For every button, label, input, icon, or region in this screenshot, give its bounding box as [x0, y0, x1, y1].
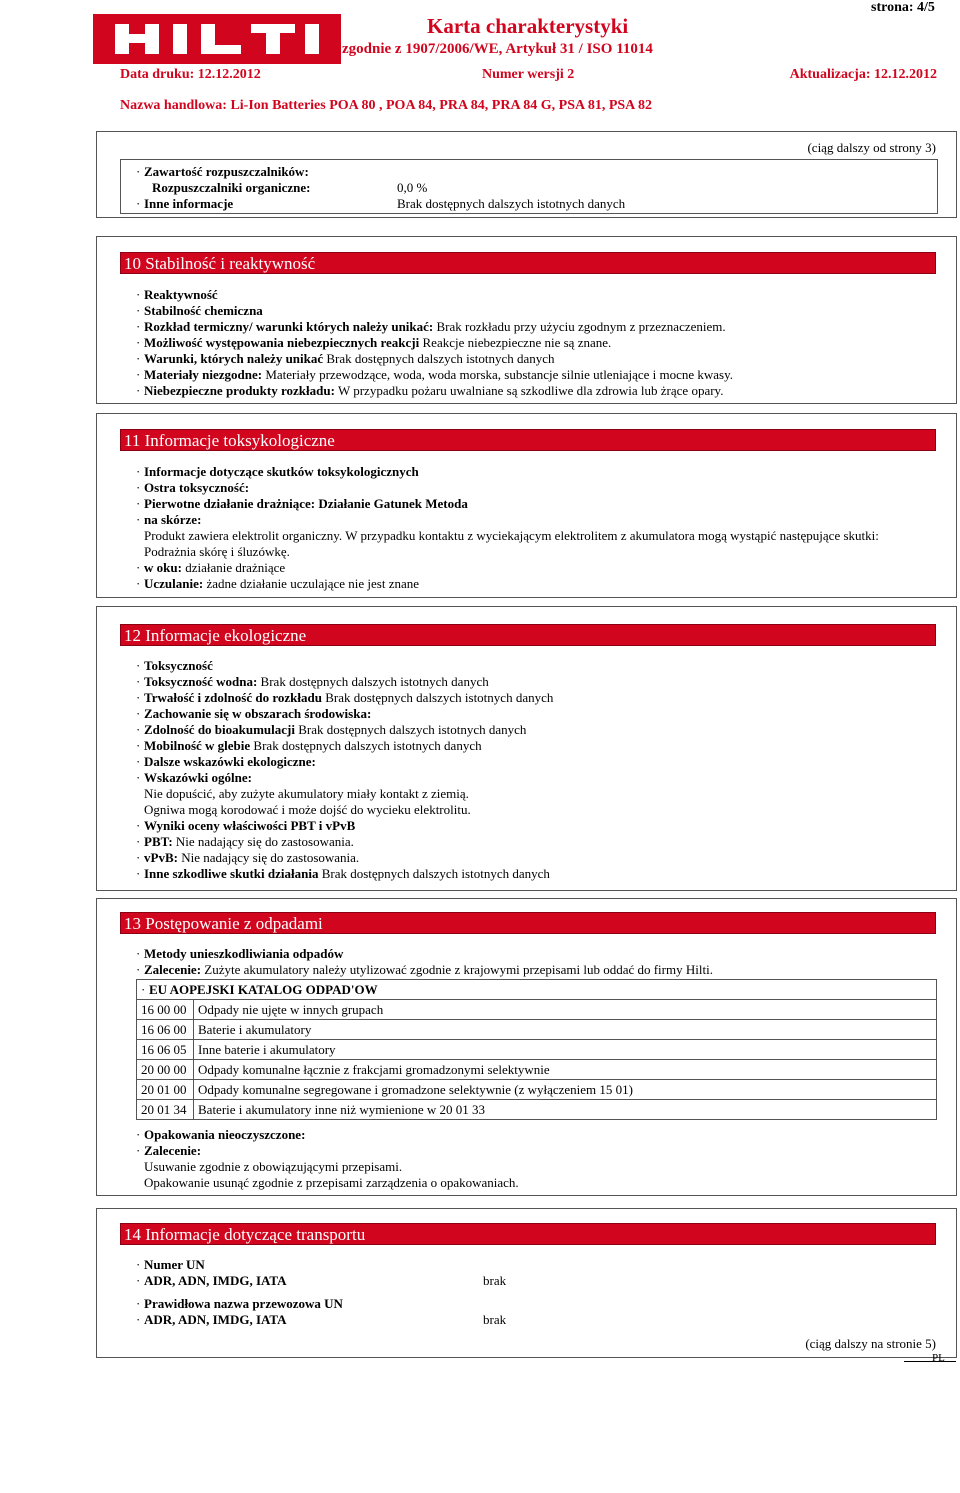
un-number-value: brak: [483, 1273, 507, 1288]
section-14-title: 14 Informacje dotyczące transportu: [120, 1223, 936, 1245]
further-ecological-label: Dalsze wskazówki ekologiczne:: [144, 754, 316, 769]
organic-solvents-value: 0,0 %: [397, 180, 428, 195]
print-date: Data druku: 12.12.2012: [120, 67, 261, 82]
bioaccumulation-value: Brak dostępnych dalszych istotnych danych: [298, 722, 527, 737]
page-number: strona: 4/5: [871, 0, 935, 15]
uncleaned-packaging-label: Opakowania nieoczyszczone:: [144, 1127, 306, 1142]
waste-description: Odpady komunalne segregowane i gromadzone selektywnie (z wyłączeniem 15 01): [194, 1080, 937, 1100]
persistence-label: Trwałość i zdolność do rozkładu: [144, 690, 322, 705]
other-info-value: Brak dostępnych dalszych istotnych danych: [397, 196, 626, 211]
transport-modes-label: ADR, ADN, IMDG, IATA: [144, 1273, 287, 1288]
waste-code: 20 00 00: [137, 1060, 194, 1080]
waste-catalog-header: · EU AOPEJSKI KATALOG ODPAD'OW: [137, 980, 937, 1000]
decomposition-products-value: W przypadku pożaru uwalniane są szkodliwe dla zdrowia lub żrące opary.: [337, 383, 724, 398]
footer-divider: [904, 1361, 956, 1362]
reactivity-label: Reaktywność: [144, 287, 218, 302]
table-row: [137, 1020, 937, 1040]
other-adverse-effects-value: Brak dostępnych dalszych istotnych danych: [321, 866, 550, 881]
general-notes-label: Wskazówki ogólne:: [144, 770, 252, 785]
bioaccumulation-label: Zdolność do bioakumulacji: [144, 722, 295, 737]
waste-description: Odpady komunalne łącznie z frakcjami gromadzonymi selektywnie: [194, 1060, 937, 1080]
skin-irritation-text: Podrażnia skórę i śluzówkę.: [144, 544, 290, 559]
table-row: [137, 1000, 937, 1020]
in-eye-value: działanie drażniące: [185, 560, 286, 575]
waste-description: Odpady nie ujęte w innych grupach: [194, 1000, 937, 1020]
language-code: PL: [932, 1352, 945, 1364]
table-row: [137, 1040, 937, 1060]
waste-code: 16 06 00: [137, 1020, 194, 1040]
disposal-recommendation-label: Zalecenie:: [144, 962, 202, 977]
update-date: Aktualizacja: 12.12.2012: [789, 67, 937, 82]
disposal-recommendation-value: Zużyte akumulatory należy utylizować zgodnie z krajowymi przepisami lub oddać do firmy Hilti.: [204, 962, 713, 977]
table-row: [137, 1100, 937, 1120]
section-13: 13 Postępowanie z odpadami · Metody unieszkodliwiania odpadów · Zalecenie: Zużyte akumulatory należy utylizować zgodnie z krajowymi przepisami lub oddać do firmy Hilti. · EU AOPEJSKI KATALOG ODPAD'OW 16 00 00 Odpady nie ujęte w innych grupach 16 06 00 Baterie i akumulatory 16 06 05 Inne baterie i akumulatory 20 00 00 Odpady komunalne łącznie z frakcjami gromadzonymi selektywnie 20 01 00 Odpady komunalne segregowane i gromadzone selektywnie (z wyłączeniem 15 01) 20 01 34 Baterie i akumulatory inne niż wymienione w 20 01 33 · Opakowania nieoczyszczone: · Zalecenie: Usuwanie zgodnie z obowiązującymi przepisami. Opakowanie usunąć zgodnie z przepisami zarządzenia o opakowaniach.: [96, 898, 957, 1196]
thermal-decomposition-label: Rozkład termiczny/ warunki których należy unikać:: [144, 319, 434, 334]
section-10: 10 Stabilność i reaktywność · Reaktywność · Stabilność chemiczna · Rozkład termiczny/ warunki których należy unikać: Brak rozkładu przy użyciu zgodnym z przeznaczeniem. · Możliwość występowania niebezpiecznych reakcji Reakcje niebezpieczne nie są znane. · Warunki, których należy unikać Brak dostępnych dalszych istotnych danych · Materiały niezgodne: Materiały przewodzące, woda, woda morska, substancje silnie utleniające i mocne kwasy. · Niebezpieczne produkty rozkładu: W przypadku pożaru uwalniane są szkodliwe dla zdrowia lub żrące opary.: [96, 236, 957, 404]
solvent-content-label: Zawartość rozpuszczalników:: [144, 164, 309, 179]
vpvb-label: vPvB:: [144, 850, 178, 865]
waste-code: 20 01 34: [137, 1100, 194, 1120]
waste-catalog-table: [136, 979, 937, 1120]
table-row: [137, 1060, 937, 1080]
section-12-title: 12 Informacje ekologiczne: [120, 624, 936, 646]
waste-code: 16 06 05: [137, 1040, 194, 1060]
waste-code: 20 01 00: [137, 1080, 194, 1100]
sensitization-label: Uczulanie:: [144, 576, 204, 591]
conditions-to-avoid-value: Brak dostępnych dalszych istotnych danych: [326, 351, 555, 366]
version-number: Numer wersji 2: [482, 67, 575, 82]
section-14: 14 Informacje dotyczące transportu · Numer UN · ADR, ADN, IMDG, IATA brak · Prawidłowa nazwa przewozowa UN · ADR, ADN, IMDG, IATA brak (ciąg dalszy na stronie 5): [96, 1208, 957, 1358]
aquatic-toxicity-label: Toksyczność wodna:: [144, 674, 258, 689]
skin-effect-text: Produkt zawiera elektrolit organiczny. W przypadku kontaktu z wyciekającym elektrolitem z akumulatora mogą wystąpić następujące skutki:: [144, 528, 879, 543]
aquatic-toxicity-value: Brak dostępnych dalszych istotnych danych: [260, 674, 489, 689]
other-adverse-effects-label: Inne szkodliwe skutki działania: [144, 866, 319, 881]
incompatible-materials-value: Materiały przewodzące, woda, woda morska, substancje silnie utleniające i mocne kwasy.: [265, 367, 734, 382]
conditions-to-avoid-label: Warunki, których należy unikać: [144, 351, 324, 366]
continuation-section: (ciąg dalszy od strony 3) · Zawartość rozpuszczalników: Rozpuszczalniki organiczne: 0,0 % · Inne informacje Brak dostępnych dalszych istotnych danych: [96, 131, 957, 218]
waste-code: 16 00 00: [137, 1000, 194, 1020]
hazardous-reactions-value: Reakcje niebezpieczne nie są znane.: [422, 335, 612, 350]
toxicological-effects-label: Informacje dotyczące skutków toksykologicznych: [144, 464, 419, 479]
section-12: 12 Informacje ekologiczne · Toksyczność · Toksyczność wodna: Brak dostępnych dalszych istotnych danych · Trwałość i zdolność do rozkładu Brak dostępnych dalszych istotnych danych · Zachowanie się w obszarach środowiska: · Zdolność do bioakumulacji Brak dostępnych dalszych istotnych danych · Mobilność w glebie Brak dostępnych dalszych istotnych danych · Dalsze wskazówki ekologiczne: · Wskazówki ogólne: Nie dopuścić, aby zużyte akumulatory miały kontakt z ziemią. Ogniwa mogą korodować i może dojść do wycieku elektrolitu. · Wyniki oceny właściwości PBT i vPvB · PBT: Nie nadający się do zastosowania. · vPvB: Nie nadający się do zastosowania. · Inne szkodliwe skutki działania Brak dostępnych dalszych istotnych danych: [96, 606, 957, 891]
acute-toxicity-label: Ostra toksyczność:: [144, 480, 250, 495]
section-13-title: 13 Postępowanie z odpadami: [120, 912, 936, 934]
document-subtitle: zgodnie z 1907/2006/WE, Artykuł 31 / ISO 11014: [342, 41, 653, 57]
packaging-recommendation-label: Zalecenie:: [144, 1143, 202, 1158]
document-title: Karta charakterystyki: [427, 14, 629, 38]
other-info-label: Inne informacje: [144, 196, 234, 211]
disposal-methods-label: Metody unieszkodliwiania odpadów: [144, 946, 344, 961]
decomposition-products-label: Niebezpieczne produkty rozkładu:: [144, 383, 335, 398]
toxicity-label: Toksyczność: [144, 658, 213, 673]
continued-from-note: (ciąg dalszy od strony 3): [807, 140, 936, 155]
shipping-name-value: brak: [483, 1312, 507, 1327]
pbt-assessment-label: Wyniki oceny właściwości PBT i vPvB: [144, 818, 356, 833]
hazardous-reactions-label: Możliwość występowania niebezpiecznych reakcji: [144, 335, 420, 350]
environmental-behaviour-label: Zachowanie się w obszarach środowiska:: [144, 706, 372, 721]
primary-irritant-label: Pierwotne działanie drażniące: Działanie Gatunek Metoda: [144, 496, 468, 511]
waste-catalog-title: EU AOPEJSKI KATALOG ODPAD'OW: [149, 981, 378, 997]
un-number-label: Numer UN: [144, 1257, 205, 1272]
organic-solvents-label: Rozpuszczalniki organiczne:: [152, 180, 311, 195]
section-10-title: 10 Stabilność i reaktywność: [120, 252, 936, 274]
packaging-note-2: Opakowanie usunąć zgodnie z przepisami zarządzenia o opakowaniach.: [144, 1175, 519, 1190]
trade-name: Nazwa handlowa: Li-Ion Batteries POA 80 , POA 84, PRA 84, PRA 84 G, PSA 81, PSA 82: [120, 98, 653, 113]
general-note-1: Nie dopuścić, aby zużyte akumulatory miały kontakt z ziemią.: [144, 786, 469, 801]
soil-mobility-value: Brak dostępnych dalszych istotnych danych: [253, 738, 482, 753]
persistence-value: Brak dostępnych dalszych istotnych danych: [325, 690, 554, 705]
section-11: 11 Informacje toksykologiczne · Informacje dotyczące skutków toksykologicznych · Ostra toksyczność: · Pierwotne działanie drażniące: Działanie Gatunek Metoda · na skórze: Produkt zawiera elektrolit organiczny. W przypadku kontaktu z wyciekającym elektrolitem z akumulatora mogą wystąpić następujące skutki: Podrażnia skórę i śluzówkę. · w oku: działanie drażniące · Uczulanie: żadne działanie uczulające nie jest znane: [96, 413, 957, 598]
waste-description: Inne baterie i akumulatory: [194, 1040, 937, 1060]
soil-mobility-label: Mobilność w glebie: [144, 738, 251, 753]
packaging-note-1: Usuwanie zgodnie z obowiązującymi przepisami.: [144, 1159, 403, 1174]
table-row: [137, 1080, 937, 1100]
section-11-title: 11 Informacje toksykologiczne: [120, 429, 936, 451]
shipping-name-label: Prawidłowa nazwa przewozowa UN: [144, 1296, 343, 1311]
chemical-stability-label: Stabilność chemiczna: [144, 303, 263, 318]
sensitization-value: żadne działanie uczulające nie jest znane: [206, 576, 420, 591]
pbt-value: Nie nadający się do zastosowania.: [175, 834, 354, 849]
on-skin-label: na skórze:: [144, 512, 202, 527]
waste-description: Baterie i akumulatory inne niż wymienione w 20 01 33: [194, 1100, 937, 1120]
vpvb-value: Nie nadający się do zastosowania.: [181, 850, 360, 865]
hilti-logo: [93, 14, 341, 64]
thermal-decomposition-value: Brak rozkładu przy użyciu zgodnym z przeznaczeniem.: [436, 319, 726, 334]
transport-modes-label-2: ADR, ADN, IMDG, IATA: [144, 1312, 287, 1327]
incompatible-materials-label: Materiały niezgodne:: [144, 367, 263, 382]
continued-to-note: (ciąg dalszy na stronie 5): [805, 1336, 936, 1351]
waste-description: Baterie i akumulatory: [194, 1020, 937, 1040]
general-note-2: Ogniwa mogą korodować i może dojść do wycieku elektrolitu.: [144, 802, 471, 817]
in-eye-label: w oku:: [144, 560, 182, 575]
pbt-label: PBT:: [144, 834, 173, 849]
